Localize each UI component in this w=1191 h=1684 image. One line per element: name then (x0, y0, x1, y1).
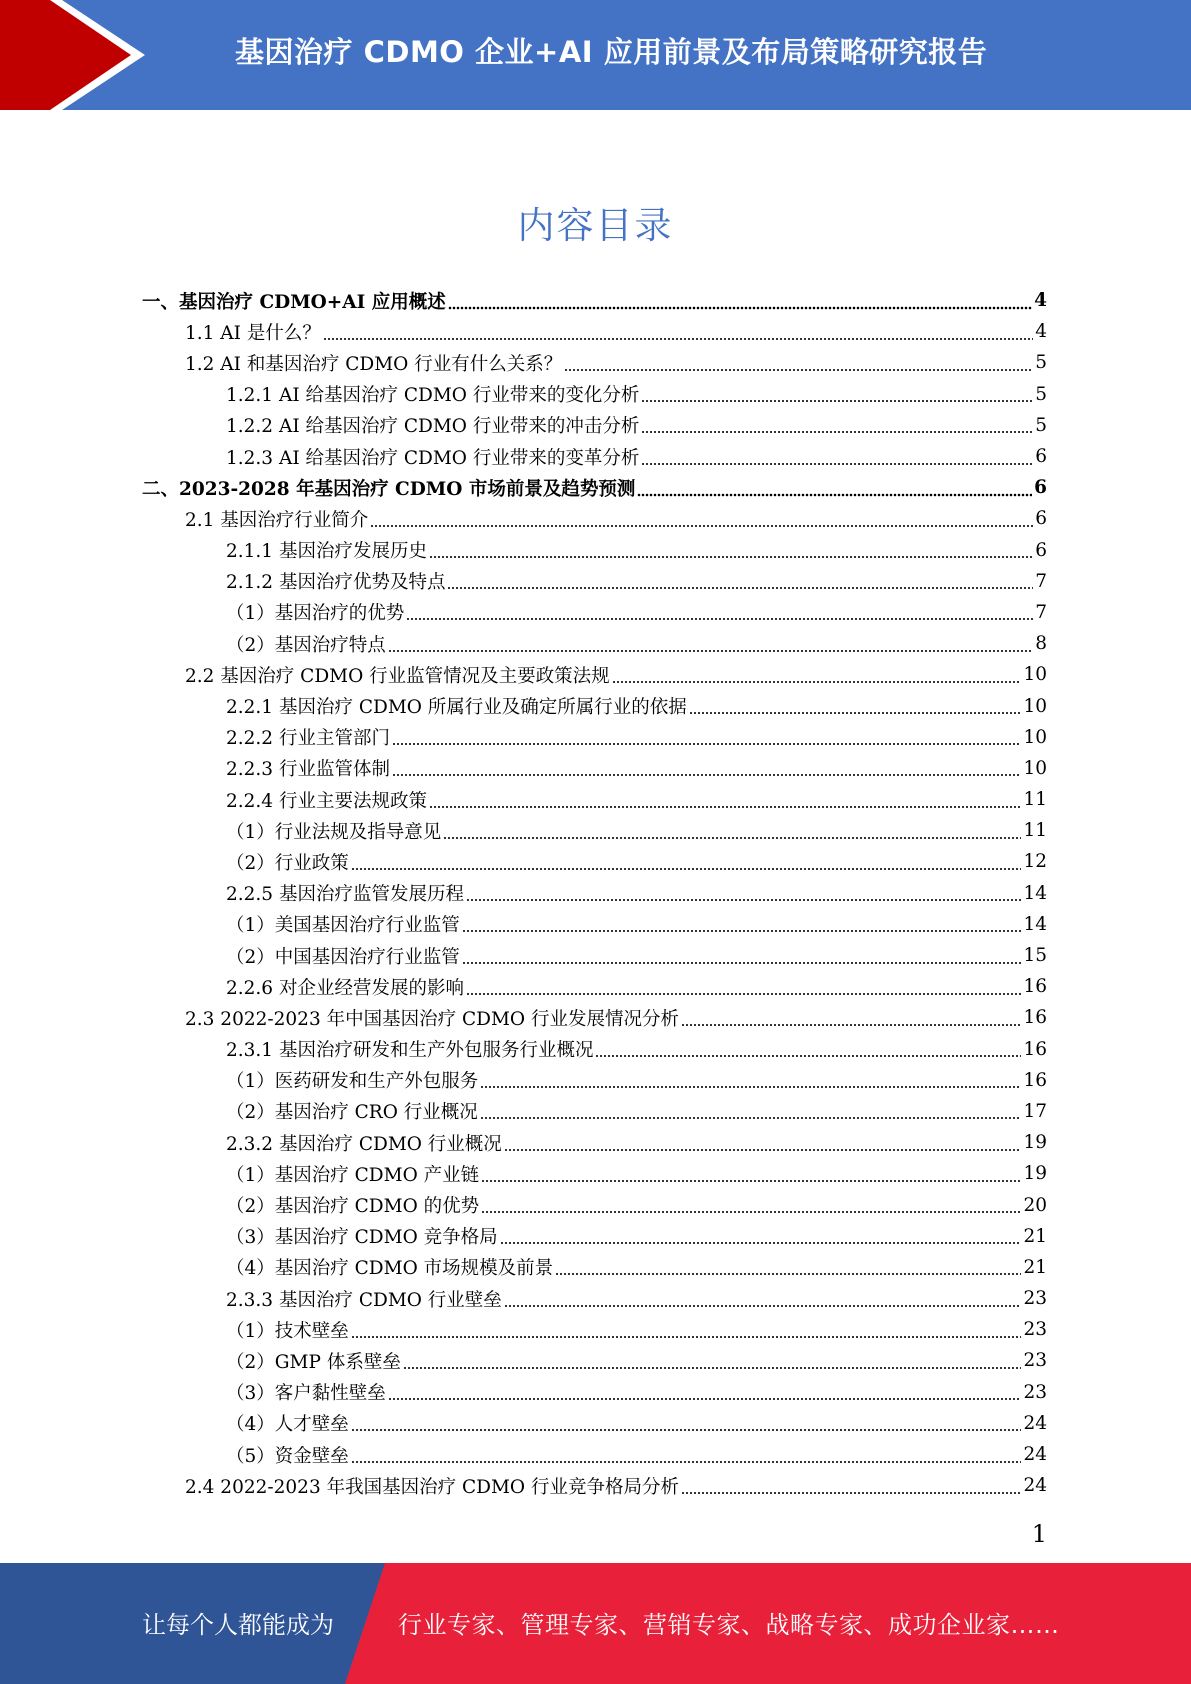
toc-entry-page: 17 (1023, 1100, 1047, 1122)
toc-entry[interactable] (0, 1065, 1191, 1096)
toc-dot-leader (351, 1458, 1022, 1466)
toc-entry[interactable] (0, 1002, 1191, 1033)
toc-entry-title: 2.2.6 对企业经营发展的影响 (226, 977, 464, 999)
toc-entry-title: 1.2.3 AI 给基因治疗 CDMO 行业带来的变革分析 (226, 447, 640, 469)
toc-dot-leader (406, 615, 1033, 623)
toc-entry[interactable] (0, 690, 1191, 721)
toc-entry-page: 24 (1023, 1475, 1047, 1497)
toc-dot-leader (448, 304, 1032, 312)
toc-entry-page: 23 (1023, 1319, 1047, 1341)
toc-dot-leader (351, 1333, 1022, 1341)
toc-entry-title: 1.2 AI 和基因治疗 CDMO 行业有什么关系？ (185, 353, 563, 375)
toc-dot-leader (595, 1052, 1021, 1060)
toc-dot-leader (392, 740, 1021, 748)
toc-entry-title: （4）基因治疗 CDMO 市场规模及前景 (226, 1258, 554, 1280)
toc-entry[interactable] (0, 1221, 1191, 1252)
toc-entry[interactable] (0, 1408, 1191, 1439)
toc-entry-title: （2）基因治疗 CRO 行业概况 (226, 1102, 478, 1124)
toc-entry[interactable] (0, 1283, 1191, 1314)
toc-entry[interactable] (0, 815, 1191, 846)
toc-entry[interactable] (0, 347, 1191, 378)
report-title: 基因治疗 CDMO 企业+AI 应用前景及布局策略研究报告 (235, 35, 988, 69)
toc-entry[interactable] (0, 1096, 1191, 1127)
toc-dot-leader (388, 647, 1033, 655)
toc-entry-title: 2.3.2 基因治疗 CDMO 行业概况 (226, 1133, 502, 1155)
toc-entry-title: 2.3 2022-2023 年中国基因治疗 CDMO 行业发展情况分析 (185, 1008, 679, 1030)
toc-entry-page: 4 (1034, 290, 1047, 312)
header-arrow-icon (0, 0, 160, 110)
toc-entry[interactable] (0, 472, 1191, 503)
toc-entry-title: 2.2.2 行业主管部门 (226, 728, 390, 750)
toc-entry-page: 6 (1035, 446, 1047, 468)
toc-dot-leader (447, 584, 1033, 592)
toc-entry-title: （3）客户黏性壁垒 (226, 1383, 386, 1405)
toc-dot-leader (481, 1208, 1021, 1216)
toc-entry-page: 5 (1035, 383, 1047, 405)
toc-dot-leader (689, 709, 1022, 717)
table-of-contents (0, 285, 1191, 1501)
toc-entry[interactable] (0, 1439, 1191, 1470)
toc-entry-page: 21 (1023, 1256, 1047, 1278)
toc-entry-page: 16 (1023, 976, 1047, 998)
toc-entry-page: 8 (1035, 633, 1047, 655)
toc-entry[interactable] (0, 753, 1191, 784)
toc-entry-title: （4）人才壁垒 (226, 1414, 349, 1436)
toc-entry[interactable] (0, 971, 1191, 1002)
toc-dot-leader (462, 959, 1022, 967)
toc-entry-page: 15 (1023, 945, 1047, 967)
toc-entry-title: 2.2.5 基因治疗监管发展历程 (226, 884, 464, 906)
toc-dot-leader (466, 896, 1021, 904)
toc-entry-title: 2.2.1 基因治疗 CDMO 所属行业及确定所属行业的依据 (226, 697, 687, 719)
toc-dot-leader (403, 1364, 1022, 1372)
toc-entry[interactable] (0, 379, 1191, 410)
toc-dot-leader (641, 460, 1033, 468)
toc-entry-page: 11 (1023, 820, 1047, 842)
toc-entry-title: （2）基因治疗特点 (226, 634, 386, 656)
toc-entry-page: 7 (1035, 570, 1047, 592)
footer-slogan-left: 让每个人都能成为 (142, 1611, 334, 1639)
toc-entry[interactable] (0, 597, 1191, 628)
toc-entry-title: 1.2.1 AI 给基因治疗 CDMO 行业带来的变化分析 (226, 385, 640, 407)
toc-dot-leader (370, 522, 1033, 530)
toc-entry-title: （1）美国基因治疗行业监管 (226, 915, 460, 937)
toc-entry-title: 二、2023-2028 年基因治疗 CDMO 市场前景及趋势预测 (142, 478, 636, 500)
toc-dot-leader (504, 1302, 1022, 1310)
toc-entry[interactable] (0, 1314, 1191, 1345)
toc-dot-leader (681, 1021, 1021, 1029)
toc-entry[interactable] (0, 784, 1191, 815)
toc-heading: 内容目录 (517, 204, 674, 247)
toc-dot-leader (641, 428, 1033, 436)
toc-entry-title: （1）技术壁垒 (226, 1320, 349, 1342)
toc-entry-page: 23 (1023, 1381, 1047, 1403)
toc-entry-title: （3）基因治疗 CDMO 竞争格局 (226, 1227, 498, 1249)
toc-dot-leader (564, 366, 1033, 374)
toc-dot-leader (641, 397, 1033, 405)
toc-entry[interactable] (0, 1377, 1191, 1408)
toc-dot-leader (555, 1270, 1021, 1278)
toc-entry-title: （5）资金壁垒 (226, 1445, 349, 1467)
toc-entry-page: 16 (1023, 1007, 1047, 1029)
toc-entry-page: 4 (1035, 321, 1047, 343)
toc-entry[interactable] (0, 846, 1191, 877)
toc-entry[interactable] (0, 722, 1191, 753)
toc-entry-page: 6 (1035, 508, 1047, 530)
toc-dot-leader (392, 771, 1021, 779)
toc-entry-title: 2.3.1 基因治疗研发和生产外包服务行业概况 (226, 1040, 594, 1062)
toc-entry-page: 19 (1023, 1163, 1047, 1185)
toc-entry-page: 21 (1023, 1225, 1047, 1247)
toc-entry-page: 5 (1035, 352, 1047, 374)
toc-dot-leader (504, 1146, 1022, 1154)
toc-dot-leader (612, 678, 1022, 686)
toc-entry-title: （2）基因治疗 CDMO 的优势 (226, 1196, 480, 1218)
toc-entry-title: （1）基因治疗的优势 (226, 603, 405, 625)
toc-entry-title: 2.1.2 基因治疗优势及特点 (226, 572, 446, 594)
toc-entry-page: 6 (1035, 539, 1047, 561)
toc-entry-page: 20 (1023, 1194, 1047, 1216)
toc-entry-title: 2.2.4 行业主要法规政策 (226, 790, 427, 812)
toc-entry-title: 一、基因治疗 CDMO+AI 应用概述 (142, 291, 446, 313)
toc-entry-page: 6 (1034, 477, 1047, 499)
toc-dot-leader (429, 803, 1021, 811)
toc-entry[interactable] (0, 1470, 1191, 1501)
toc-entry-title: 2.1.1 基因治疗发展历史 (226, 541, 427, 563)
toc-entry-title: 2.2 基因治疗 CDMO 行业监管情况及主要政策法规 (185, 665, 610, 687)
toc-entry-page: 14 (1023, 882, 1047, 904)
toc-dot-leader (351, 865, 1022, 873)
toc-entry[interactable] (0, 1189, 1191, 1220)
toc-entry[interactable] (0, 1345, 1191, 1376)
toc-entry-title: （2）行业政策 (226, 852, 349, 874)
page-number: 1 (1031, 1520, 1047, 1548)
footer-slogan-right: 行业专家、管理专家、营销专家、战略专家、成功企业家…… (398, 1611, 1060, 1639)
toc-entry-page: 16 (1023, 1069, 1047, 1091)
toc-dot-leader (480, 1114, 1022, 1122)
toc-entry[interactable] (0, 441, 1191, 472)
toc-dot-leader (637, 491, 1032, 499)
toc-dot-leader (500, 1239, 1022, 1247)
toc-entry-title: （1）医药研发和生产外包服务 (226, 1071, 479, 1093)
toc-entry-page: 14 (1023, 913, 1047, 935)
footer-band (0, 1563, 1191, 1684)
toc-dot-leader (388, 1395, 1022, 1403)
toc-entry-title: 1.1 AI 是什么？ (185, 322, 321, 344)
toc-entry-page: 11 (1023, 789, 1047, 811)
toc-dot-leader (466, 990, 1021, 998)
toc-entry[interactable] (0, 659, 1191, 690)
toc-entry[interactable] (0, 940, 1191, 971)
toc-entry-page: 10 (1023, 757, 1047, 779)
toc-entry-page: 10 (1023, 664, 1047, 686)
toc-dot-leader (681, 1489, 1021, 1497)
toc-entry-page: 12 (1023, 851, 1047, 873)
toc-entry-page: 19 (1023, 1132, 1047, 1154)
toc-entry-title: 1.2.2 AI 给基因治疗 CDMO 行业带来的冲击分析 (226, 416, 640, 438)
toc-entry-page: 10 (1023, 726, 1047, 748)
toc-dot-leader (481, 1177, 1021, 1185)
toc-entry-page: 24 (1023, 1444, 1047, 1466)
toc-dot-leader (351, 1426, 1022, 1434)
toc-entry[interactable] (0, 878, 1191, 909)
toc-entry-page: 5 (1035, 414, 1047, 436)
toc-entry[interactable] (0, 535, 1191, 566)
toc-entry-title: 2.2.3 行业监管体制 (226, 759, 390, 781)
header-band (0, 0, 1191, 110)
toc-entry[interactable] (0, 566, 1191, 597)
toc-entry-page: 23 (1023, 1288, 1047, 1310)
toc-entry-page: 24 (1023, 1412, 1047, 1434)
toc-entry[interactable] (0, 316, 1191, 347)
toc-dot-leader (323, 335, 1033, 343)
toc-entry-title: （2）中国基因治疗行业监管 (226, 946, 460, 968)
toc-entry[interactable] (0, 410, 1191, 441)
toc-entry[interactable] (0, 1127, 1191, 1158)
toc-entry[interactable] (0, 1034, 1191, 1065)
toc-entry-page: 7 (1035, 601, 1047, 623)
toc-entry-page: 16 (1023, 1038, 1047, 1060)
toc-entry-title: 2.3.3 基因治疗 CDMO 行业壁垒 (226, 1289, 502, 1311)
toc-entry-title: （1）基因治疗 CDMO 产业链 (226, 1164, 480, 1186)
toc-dot-leader (443, 834, 1021, 842)
toc-entry[interactable] (0, 503, 1191, 534)
toc-entry-title: （1）行业法规及指导意见 (226, 821, 442, 843)
toc-entry[interactable] (0, 1252, 1191, 1283)
toc-entry-page: 23 (1023, 1350, 1047, 1372)
toc-entry[interactable] (0, 628, 1191, 659)
toc-entry[interactable] (0, 909, 1191, 940)
toc-entry[interactable] (0, 1158, 1191, 1189)
toc-entry-title: 2.1 基因治疗行业简介 (185, 509, 369, 531)
toc-entry[interactable] (0, 285, 1191, 316)
toc-entry-title: （2）GMP 体系壁垒 (226, 1351, 401, 1373)
toc-dot-leader (462, 927, 1022, 935)
toc-dot-leader (429, 553, 1033, 561)
toc-entry-title: 2.4 2022-2023 年我国基因治疗 CDMO 行业竞争格局分析 (185, 1476, 679, 1498)
toc-entry-page: 10 (1023, 695, 1047, 717)
toc-dot-leader (480, 1083, 1021, 1091)
